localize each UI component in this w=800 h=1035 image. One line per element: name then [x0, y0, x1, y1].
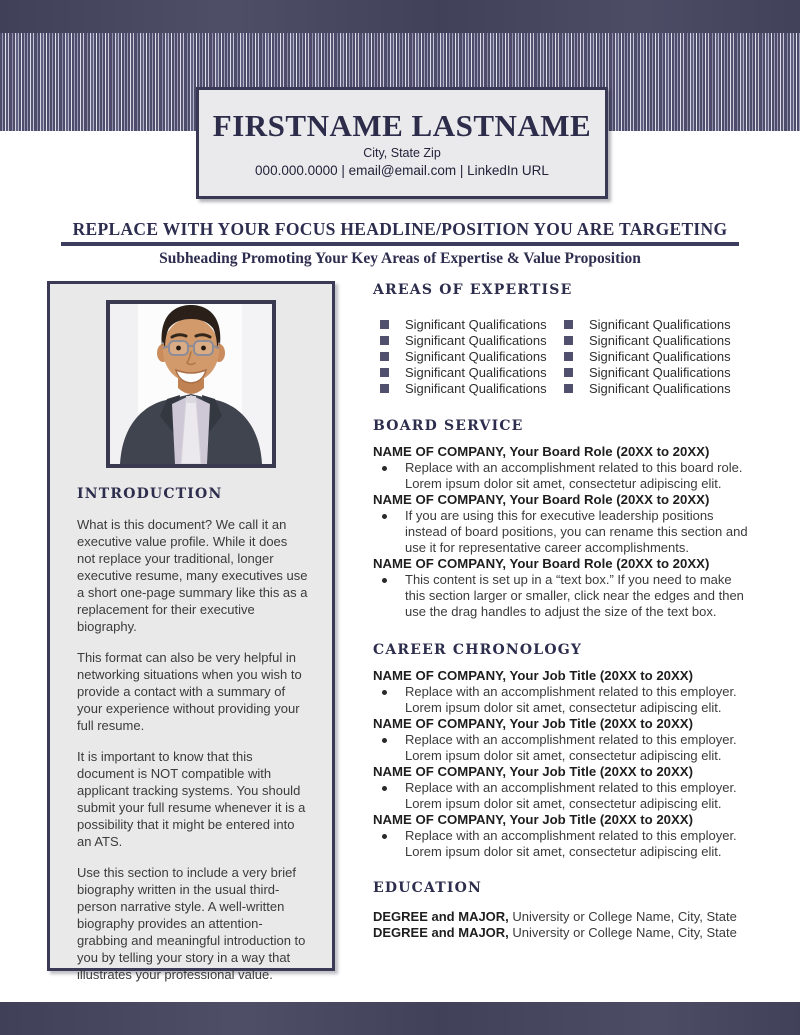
square-bullet-icon	[564, 320, 573, 329]
bullet-line: Lorem ipsum dolor sit amet, consectetur adipiscing elit.	[405, 796, 722, 811]
entry-title: NAME OF COMPANY, Your Board Role (20XX to 20XX)	[373, 444, 710, 459]
bullet-item	[373, 460, 769, 492]
career-section	[373, 641, 769, 860]
board-entry	[373, 556, 769, 620]
divider-rule	[61, 242, 739, 246]
intro-paragraph: Use this section to include a very brief biography written in the usual third-person narrative style. A well-written biography provides an attention-grabbing and meaningful introduction to you by telling your story in a way that illustrates your professional value.	[77, 865, 306, 982]
board-entry	[373, 492, 769, 556]
bullet-line: use the drag handles to adjust the size of the text box.	[405, 604, 717, 619]
entry-title: NAME OF COMPANY, Your Board Role (20XX to 20XX)	[373, 492, 710, 507]
intro-paragraph: What is this document? We call it an executive value profile. While it does not replace your traditional, longer executive resume, many executives use a short one-page summary like this as a replacement for their executive biography.	[77, 517, 308, 634]
location-text: City, State Zip	[363, 146, 441, 160]
dot-bullet-icon	[382, 834, 387, 839]
expertise-item: Significant Qualifications	[373, 364, 557, 380]
expertise-item: Significant Qualifications	[557, 380, 769, 396]
expertise-item: Significant Qualifications	[557, 348, 769, 364]
bullet-line: Replace with an accomplishment related to this employer.	[405, 780, 737, 795]
expertise-item: Significant Qualifications	[557, 316, 769, 332]
expertise-item: Significant Qualifications	[373, 380, 557, 396]
contact-line: 000.000.0000 | email@email.com | LinkedIn URL	[255, 163, 549, 178]
bullet-line: Replace with an accomplishment related to this board role.	[405, 460, 743, 475]
entry-title: NAME OF COMPANY, Your Job Title (20XX to 20XX)	[373, 668, 693, 683]
bullet-item	[373, 732, 769, 764]
dot-bullet-icon	[382, 466, 387, 471]
bullet-line: Lorem ipsum dolor sit amet, consectetur adipiscing elit.	[405, 748, 722, 763]
education-section	[373, 879, 769, 941]
square-bullet-icon	[380, 368, 389, 377]
square-bullet-icon	[380, 320, 389, 329]
bullet-item	[373, 572, 769, 620]
entry-title: NAME OF COMPANY, Your Job Title (20XX to 20XX)	[373, 716, 693, 731]
bullet-item	[373, 828, 769, 860]
bullet-line: Lorem ipsum dolor sit amet, consectetur adipiscing elit.	[405, 844, 722, 859]
entry-title: NAME OF COMPANY, Your Job Title (20XX to 20XX)	[373, 812, 693, 827]
expertise-list	[373, 316, 769, 396]
expertise-heading: AREAS OF EXPERTISE	[373, 282, 573, 298]
bullet-line: Replace with an accomplishment related to this employer.	[405, 732, 737, 747]
name-plate	[196, 87, 608, 199]
dot-bullet-icon	[382, 578, 387, 583]
bullet-item	[373, 780, 769, 812]
bullet-line: this section larger or smaller, click near the edges and then	[405, 588, 744, 603]
expertise-item: Significant Qualifications	[373, 348, 557, 364]
education-entry: DEGREE and MAJOR, University or College Name, City, State	[373, 925, 737, 940]
square-bullet-icon	[380, 336, 389, 345]
bullet-line: This content is set up in a “text box.” If you need to make	[405, 572, 732, 587]
board-entry	[373, 444, 769, 492]
square-bullet-icon	[564, 384, 573, 393]
focus-subheading: Subheading Promoting Your Key Areas of Expertise & Value Proposition	[159, 249, 641, 267]
square-bullet-icon	[564, 352, 573, 361]
dot-bullet-icon	[382, 738, 387, 743]
person-name: FIRSTNAME LASTNAME	[212, 108, 592, 143]
main-content-column	[373, 281, 769, 941]
dot-bullet-icon	[382, 690, 387, 695]
intro-paragraph: It is important to know that this document is NOT compatible with applicant tracking systems. You should submit your full resume whenever it is a possibility that it might be entered into an ATS.	[77, 749, 306, 849]
board-heading: BOARD SERVICE	[373, 418, 524, 434]
expertise-item: Significant Qualifications	[373, 316, 557, 332]
profile-panel	[47, 281, 335, 982]
headshot-image	[110, 304, 272, 464]
bullet-line: Lorem ipsum dolor sit amet, consectetur adipiscing elit.	[405, 476, 722, 491]
bullet-item	[373, 508, 769, 556]
square-bullet-icon	[564, 336, 573, 345]
focus-block	[0, 219, 800, 268]
square-bullet-icon	[380, 384, 389, 393]
career-heading: CAREER CHRONOLOGY	[373, 642, 583, 658]
expertise-item: Significant Qualifications	[557, 332, 769, 348]
dot-bullet-icon	[382, 786, 387, 791]
photo-frame	[106, 300, 276, 468]
education-entry: DEGREE and MAJOR, University or College Name, City, State	[373, 909, 737, 924]
square-bullet-icon	[564, 368, 573, 377]
intro-paragraph: This format can also be very helpful in networking situations when you wish to provide a contact with a summary of your experience without providing your full resume.	[77, 650, 302, 733]
bullet-line: Lorem ipsum dolor sit amet, consectetur adipiscing elit.	[405, 700, 722, 715]
expertise-item: Significant Qualifications	[373, 332, 557, 348]
bullet-item	[373, 684, 769, 716]
intro-heading: INTRODUCTION	[77, 486, 223, 502]
square-bullet-icon	[380, 352, 389, 361]
bullet-line: instead of board positions, you can rename this section and	[405, 524, 748, 539]
entry-title: NAME OF COMPANY, Your Job Title (20XX to 20XX)	[373, 764, 693, 779]
board-service-section	[373, 417, 769, 620]
bullet-line: use it for representative career accomplishments.	[405, 540, 689, 555]
focus-headline: REPLACE WITH YOUR FOCUS HEADLINE/POSITION YOU ARE TARGETING	[72, 219, 728, 239]
career-entry	[373, 812, 769, 860]
bullet-line: Replace with an accomplishment related to this employer.	[405, 828, 737, 843]
bullet-line: Replace with an accomplishment related to this employer.	[405, 684, 737, 699]
expertise-item: Significant Qualifications	[557, 364, 769, 380]
career-entry	[373, 668, 769, 716]
entry-title: NAME OF COMPANY, Your Board Role (20XX to 20XX)	[373, 556, 710, 571]
bullet-line: If you are using this for executive leadership positions	[405, 508, 714, 523]
top-banner-band	[0, 0, 800, 33]
education-heading: EDUCATION	[373, 880, 483, 896]
career-entry	[373, 716, 769, 764]
career-entry	[373, 764, 769, 812]
footer-band	[0, 1002, 800, 1035]
dot-bullet-icon	[382, 514, 387, 519]
